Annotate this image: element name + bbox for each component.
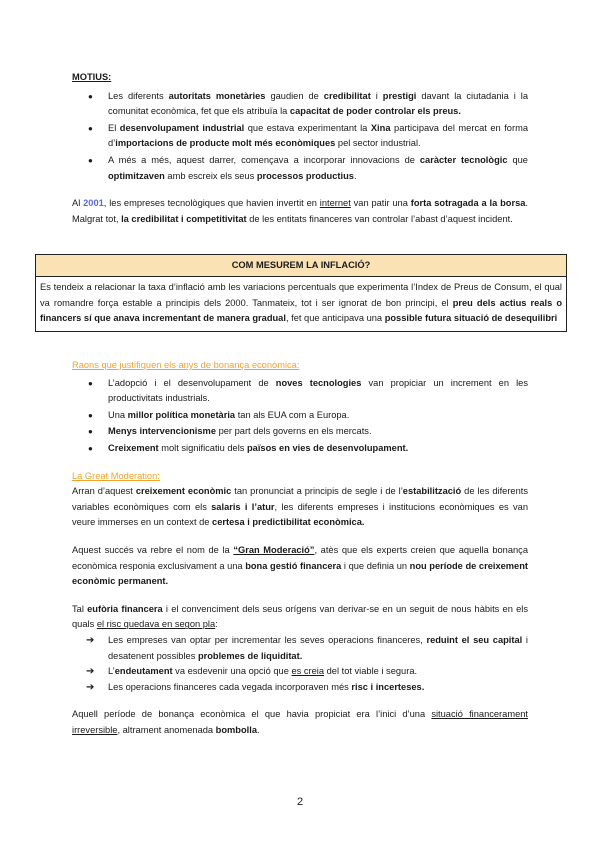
list-item: ● A més a més, aquest darrer, començava a incorporar innovacions de caràcter tecnològic que optimitzaven amb escreix els seus processos productius.	[108, 153, 528, 184]
list-item: ● Una millor política monetària tan als EUA com a Europa.	[108, 408, 528, 424]
list-item: ● Creixement molt significatiu dels països en vies de desenvolupament.	[108, 441, 528, 457]
list-item: ➔ L’endeutament va esdevenir una opció que es creia del tot viable i segura.	[108, 664, 528, 680]
list-item: ● Menys intervencionisme per part dels governs en els mercats.	[108, 424, 528, 440]
paragraph-2001: Al 2001, les empreses tecnològiques que havien invertit en internet van patir una forta sotragada a la borsa. Malgrat tot, la credibilitat i competitivitat de les entitats financeres van controlar l’abast d’aquest incident.	[72, 198, 529, 224]
motius-list	[72, 89, 528, 185]
year-highlight: 2001	[83, 198, 104, 209]
inflation-box-title: COM MESUREM LA INFLACIÓ?	[36, 255, 566, 277]
paragraph: Arran d’aquest creixement econòmic tan pronunciat a principis de segle i de l’estabilització de les diferents variables econòmiques com els salaris i l’atur, les diferents empreses i institucions econòmiques es van veure immerses en un context de certesa i predictibilitat econòmica.	[72, 486, 528, 528]
paragraph: Aquest succés va rebre el nom de la “Gran Moderació”, atès que els experts creien que aquella bonança econòmica responia exclusivament a una bona gestió financera i que definia un nou període de creixement econòmic permanent.	[72, 544, 528, 587]
great-moderation-heading: La Great Moderation:	[72, 470, 160, 481]
document-page	[72, 70, 528, 227]
arrow-list	[72, 633, 528, 695]
paragraph: Aquell període de bonança econòmica el que havia propiciat era l’inici d’una situació financerament irreversible, altrament anomenada bombolla.	[72, 709, 528, 735]
paragraph: Tal eufòria financera i el convenciment dels seus orígens van derivar-se en un seguit de nous hàbits en els quals el risc quedava en segon pla:	[72, 603, 529, 630]
inflation-box	[35, 254, 567, 332]
list-item: ➔ Les empreses van optar per incrementar les seves operacions financeres, reduint el seu capital i desatenent possibles problemes de liquiditat.	[108, 633, 528, 664]
list-item: ● L’adopció i el desenvolupament de noves tecnologies van propiciar un increment en les productivitats industrials.	[108, 376, 528, 407]
list-item: ➔ Les operacions financeres cada vegada incorporaven més risc i incerteses.	[108, 680, 528, 696]
motius-heading: MOTIUS:	[72, 72, 112, 82]
raons-list	[72, 376, 528, 457]
raons-heading: Raons que justifiquen els anys de bonança econòmica:	[72, 360, 300, 370]
list-item: ● El desenvolupament industrial que estava experimentant la Xina participava del mercat en forma d’importacions de producte molt més econòmiques pel sector industrial.	[108, 121, 528, 152]
document-page-lower	[72, 358, 528, 738]
inflation-box-body: Es tendeix a relacionar la taxa d’inflació amb les variacions percentuals que experimenta l’Index de Preus de Consum, el qual va romandre força estable a principis dels 2000. Tanmateix, tot i ser ignorat de bon principi, el preu dels actius reals o financers sí que anava incrementant de manera gradual, fet que anticipava una possible futura situació de desequilibri	[40, 282, 562, 324]
list-item: ● Les diferents autoritats monetàries gaudien de credibilitat i prestigi davant la ciutadania i la comunitat econòmica, fet que els atribuïa la capacitat de poder controlar els preus.	[108, 89, 528, 120]
page-number: 2	[296, 796, 304, 808]
